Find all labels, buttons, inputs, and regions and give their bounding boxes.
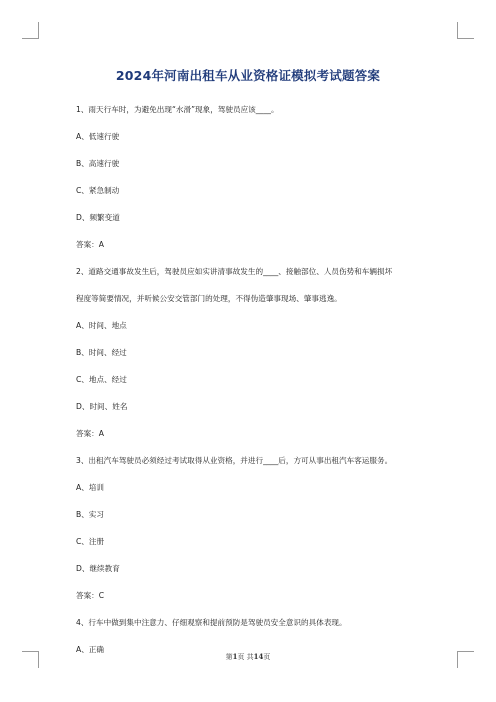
option-c: C、注册: [76, 537, 105, 546]
option-a: A、低速行驶: [76, 132, 120, 141]
total-page-number: 14: [253, 652, 264, 661]
footer-suffix: 页: [263, 653, 271, 661]
document-title: 2024年河南出租车从业资格证模拟考试题答案: [115, 68, 381, 83]
crop-mark-top-left: [22, 22, 39, 39]
question-list: [76, 104, 436, 656]
question-3: 3、出租汽车驾驶员必须经过考试取得从业资格，并进行____后，方可从事出租汽车客运服务。: [76, 456, 393, 465]
footer-prefix: 第: [225, 653, 233, 661]
page-footer: [0, 652, 496, 662]
option-a: A、培训: [76, 483, 104, 492]
current-page-number: 1: [232, 652, 238, 661]
option-a: A、正确: [76, 645, 104, 654]
answer: 答案：A: [76, 240, 104, 249]
question-2-line-1: 2、道路交通事故发生后，驾驶员应如实讲清事故发生的____、接触部位、人员伤势和车辆损坏: [76, 267, 393, 276]
option-b: B、时间、经过: [76, 348, 127, 357]
option-b: B、实习: [76, 510, 104, 519]
question-4: 4、行车中做到集中注意力、仔细观察和提前预防是驾驶员安全意识的具体表现。: [76, 618, 347, 627]
option-c: C、紧急制动: [76, 186, 120, 195]
footer-mid: 页 共: [237, 653, 254, 661]
option-b: B、高速行驶: [76, 159, 120, 168]
crop-mark-top-right: [457, 22, 474, 39]
answer: 答案：A: [76, 429, 104, 438]
option-d: D、时间、姓名: [76, 402, 128, 411]
answer: 答案：C: [76, 591, 105, 600]
question-1: 1、雨天行车时，为避免出现“水滑”现象，驾驶员应该____。: [76, 105, 279, 114]
option-c: C、地点、经过: [76, 375, 127, 384]
option-d: D、继续教育: [76, 564, 120, 573]
option-a: A、时间、地点: [76, 321, 127, 330]
option-d: D、频繁变道: [76, 213, 120, 222]
question-2-line-2: 程度等简要情况，并听候公安交管部门的处理，不得伪造肇事现场、肇事逃逸。: [76, 294, 342, 303]
